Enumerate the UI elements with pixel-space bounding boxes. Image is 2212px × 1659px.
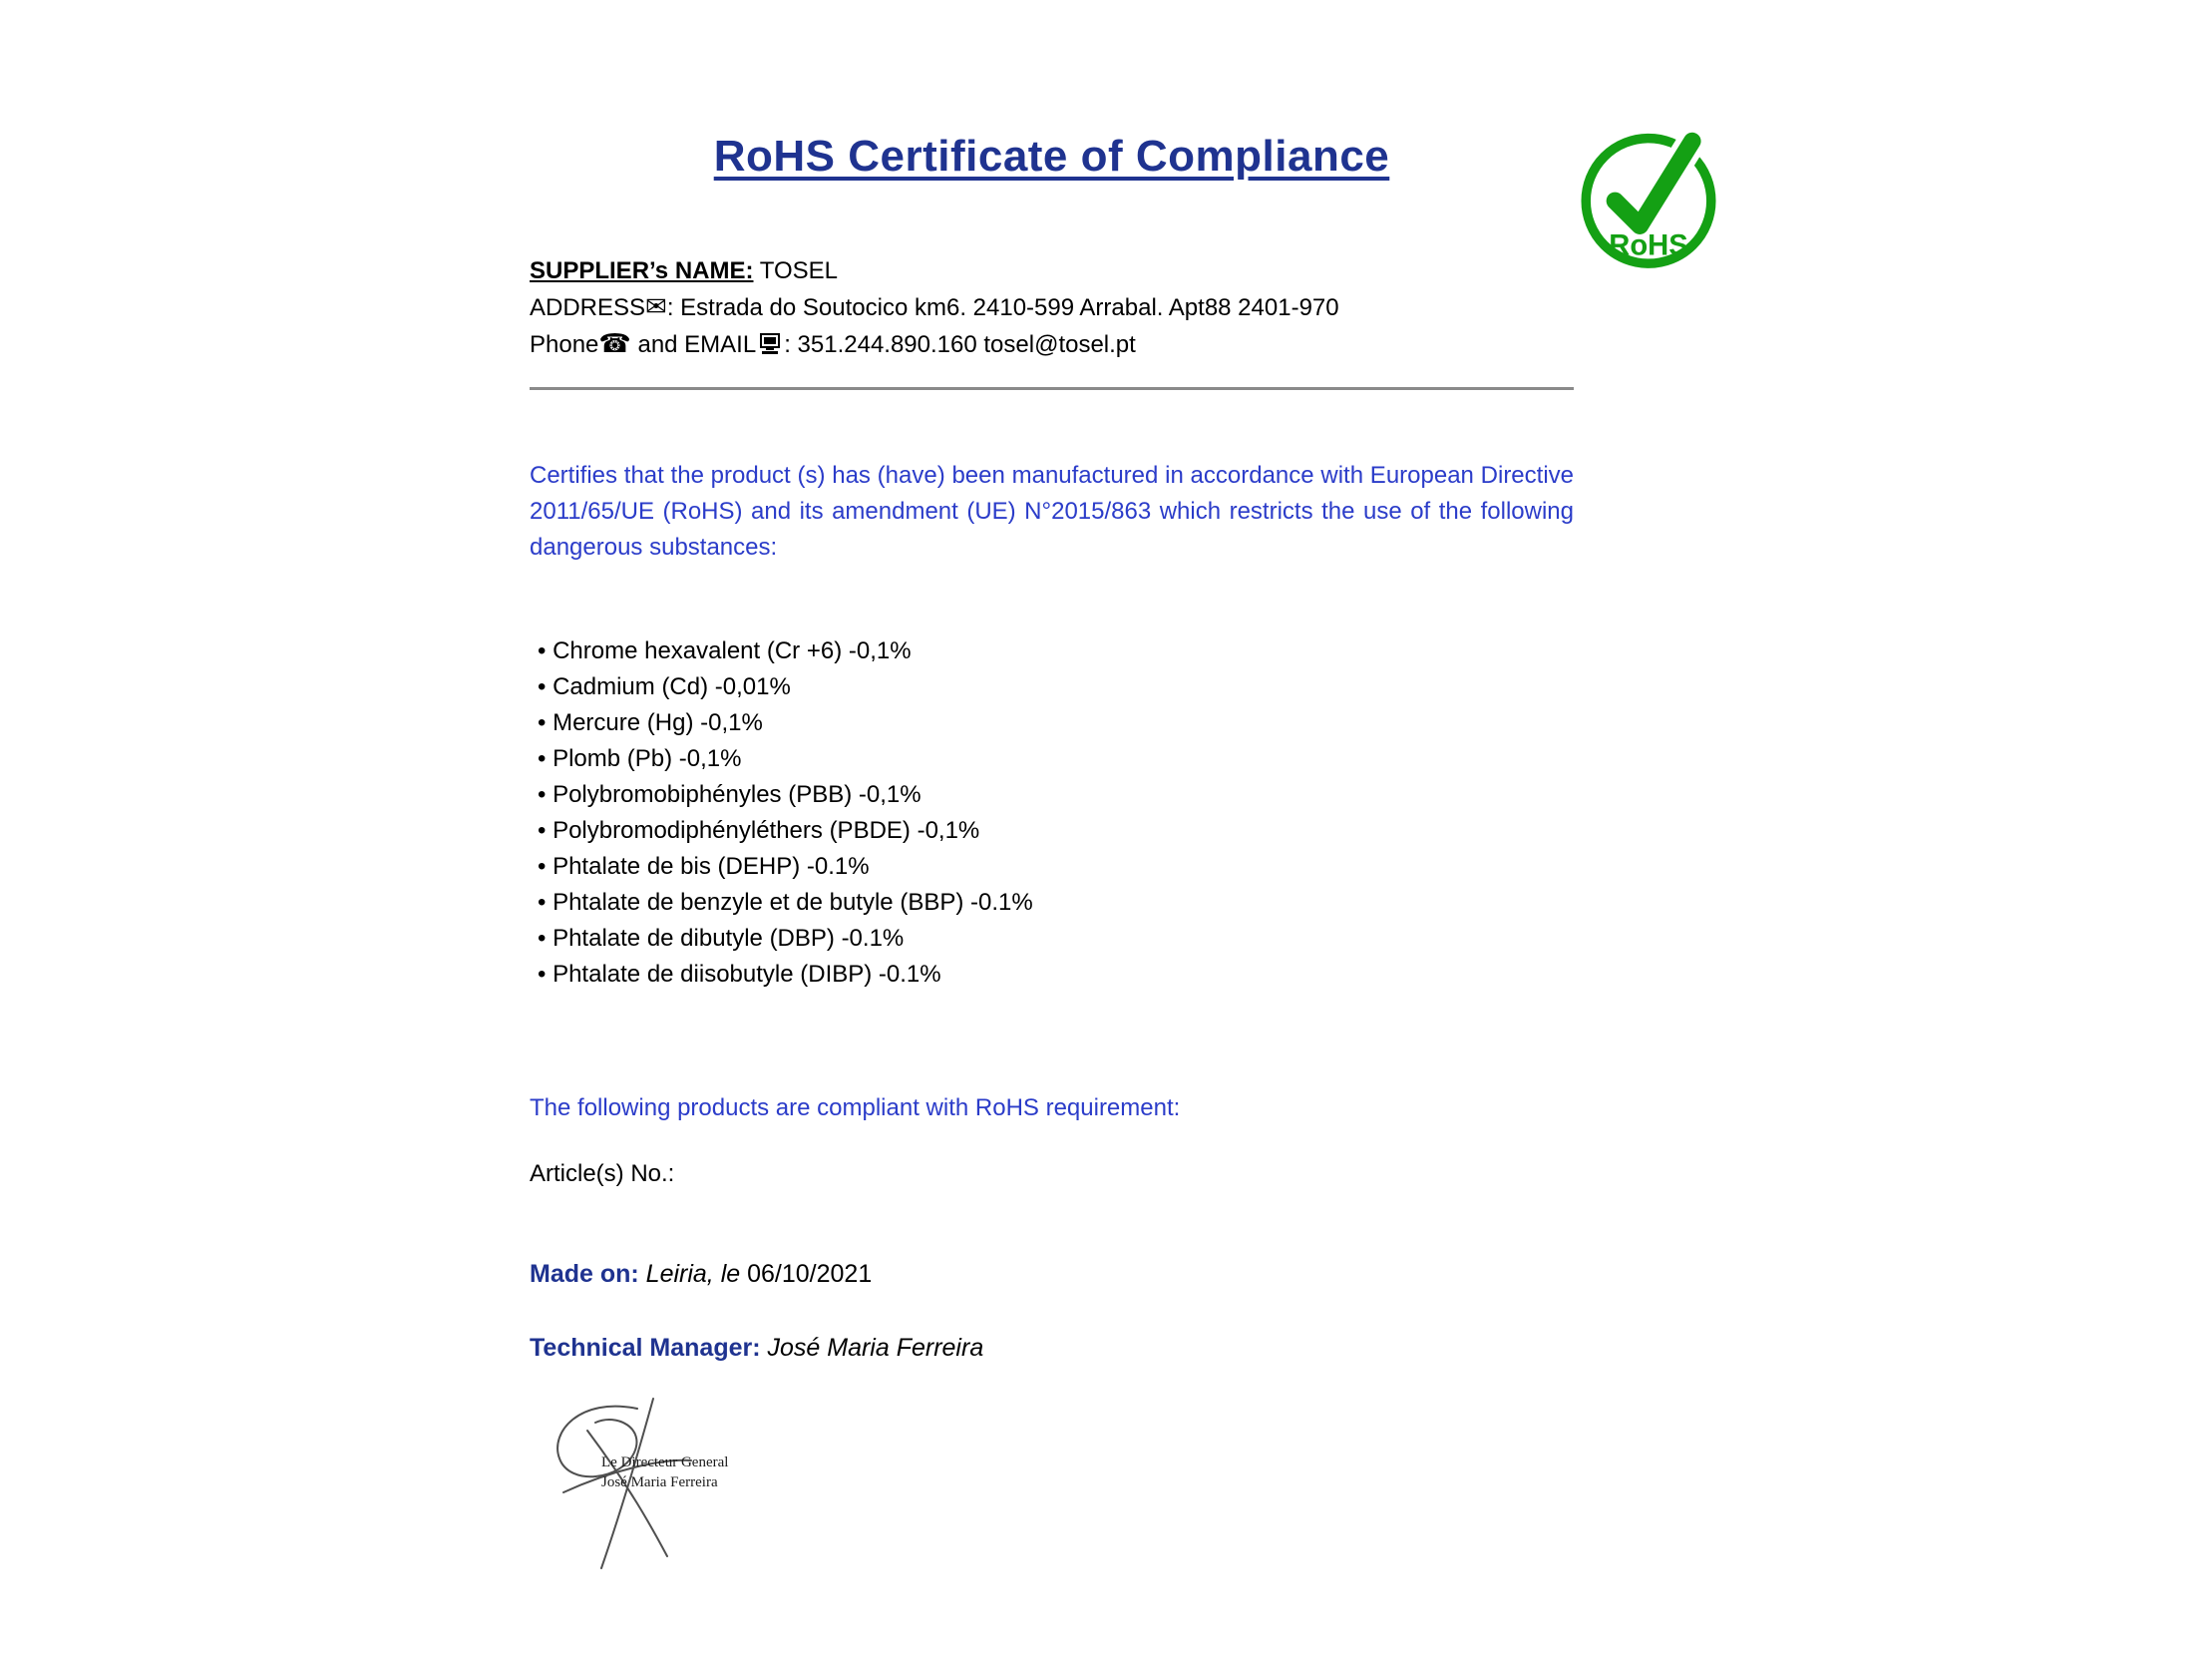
substance-item: • Mercure (Hg) -0,1%: [538, 705, 1574, 741]
address-label: ADDRESS: [530, 294, 646, 321]
compliance-line: The following products are compliant with RoHS requirement:: [530, 1094, 1181, 1121]
made-on-label: Made on:: [530, 1260, 639, 1288]
certification-paragraph: Certifies that the product (s) has (have) been manufactured in accordance with European Directive 2011/65/UE (RoHS) and its amendment (UE) N°2015/863 which restricts the use of the following dangerous substances:: [530, 462, 1574, 561]
substance-item: • Cadmium (Cd) -0,01%: [538, 669, 1574, 705]
supplier-name-line: [530, 253, 1574, 289]
technical-manager-label: Technical Manager:: [530, 1334, 761, 1362]
rohs-logo: [1576, 122, 1721, 271]
contact-value: : 351.244.890.160 tosel@tosel.pt: [784, 331, 1136, 358]
technical-manager-name: José Maria Ferreira: [760, 1334, 984, 1362]
made-on-place: Leiria, le: [638, 1260, 741, 1288]
technical-manager-line: [530, 1330, 1574, 1367]
substance-item: • Plomb (Pb) -0,1%: [538, 741, 1574, 777]
substance-item: • Phtalate de benzyle et de butyle (BBP) -0.1%: [538, 885, 1574, 921]
address-value: : Estrada do Soutocico km6. 2410-599 Arrabal. Apt88 2401-970: [666, 294, 1339, 321]
supplier-block: [530, 253, 1574, 363]
substance-item: • Chrome hexavalent (Cr +6) -0,1%: [538, 633, 1574, 669]
page-title: RoHS Certificate of Compliance: [713, 132, 1390, 181]
signature-name: José Maria Ferreira: [601, 1474, 718, 1490]
supplier-contact-line: [530, 326, 1574, 363]
signature-title: Le Directeur General: [601, 1454, 729, 1470]
document-body: [530, 0, 1574, 1574]
substance-item: • Phtalate de diisobutyle (DIBP) -0.1%: [538, 957, 1574, 993]
logo-text: RoHS: [1609, 229, 1688, 262]
supplier-name-value: TOSEL: [753, 257, 838, 284]
rohs-logo-graphic: [1576, 122, 1721, 271]
substance-item: • Polybromobiphényles (PBB) -0,1%: [538, 777, 1574, 813]
computer-icon: [758, 332, 782, 356]
phone-label: Phone: [530, 331, 599, 358]
articles-label: Article(s) No.:: [530, 1160, 675, 1187]
email-label: and EMAIL: [630, 331, 757, 358]
signature-stroke-3: [587, 1431, 667, 1556]
supplier-name-label: SUPPLIER’s NAME:: [530, 257, 754, 284]
substances-list: [530, 633, 1574, 993]
signature-block: [540, 1395, 849, 1574]
divider: [530, 387, 1574, 390]
substance-item: • Phtalate de dibutyle (DBP) -0.1%: [538, 921, 1574, 957]
substance-item: • Phtalate de bis (DEHP) -0.1%: [538, 849, 1574, 885]
made-on-date: 06/10/2021: [740, 1260, 873, 1288]
envelope-icon: ✉: [645, 292, 667, 322]
substance-item: • Polybromodiphényléthers (PBDE) -0,1%: [538, 813, 1574, 849]
telephone-icon: ☎: [598, 329, 631, 359]
supplier-address-line: [530, 289, 1574, 326]
made-on-line: [530, 1256, 1574, 1293]
signature-graphic: [540, 1395, 849, 1574]
